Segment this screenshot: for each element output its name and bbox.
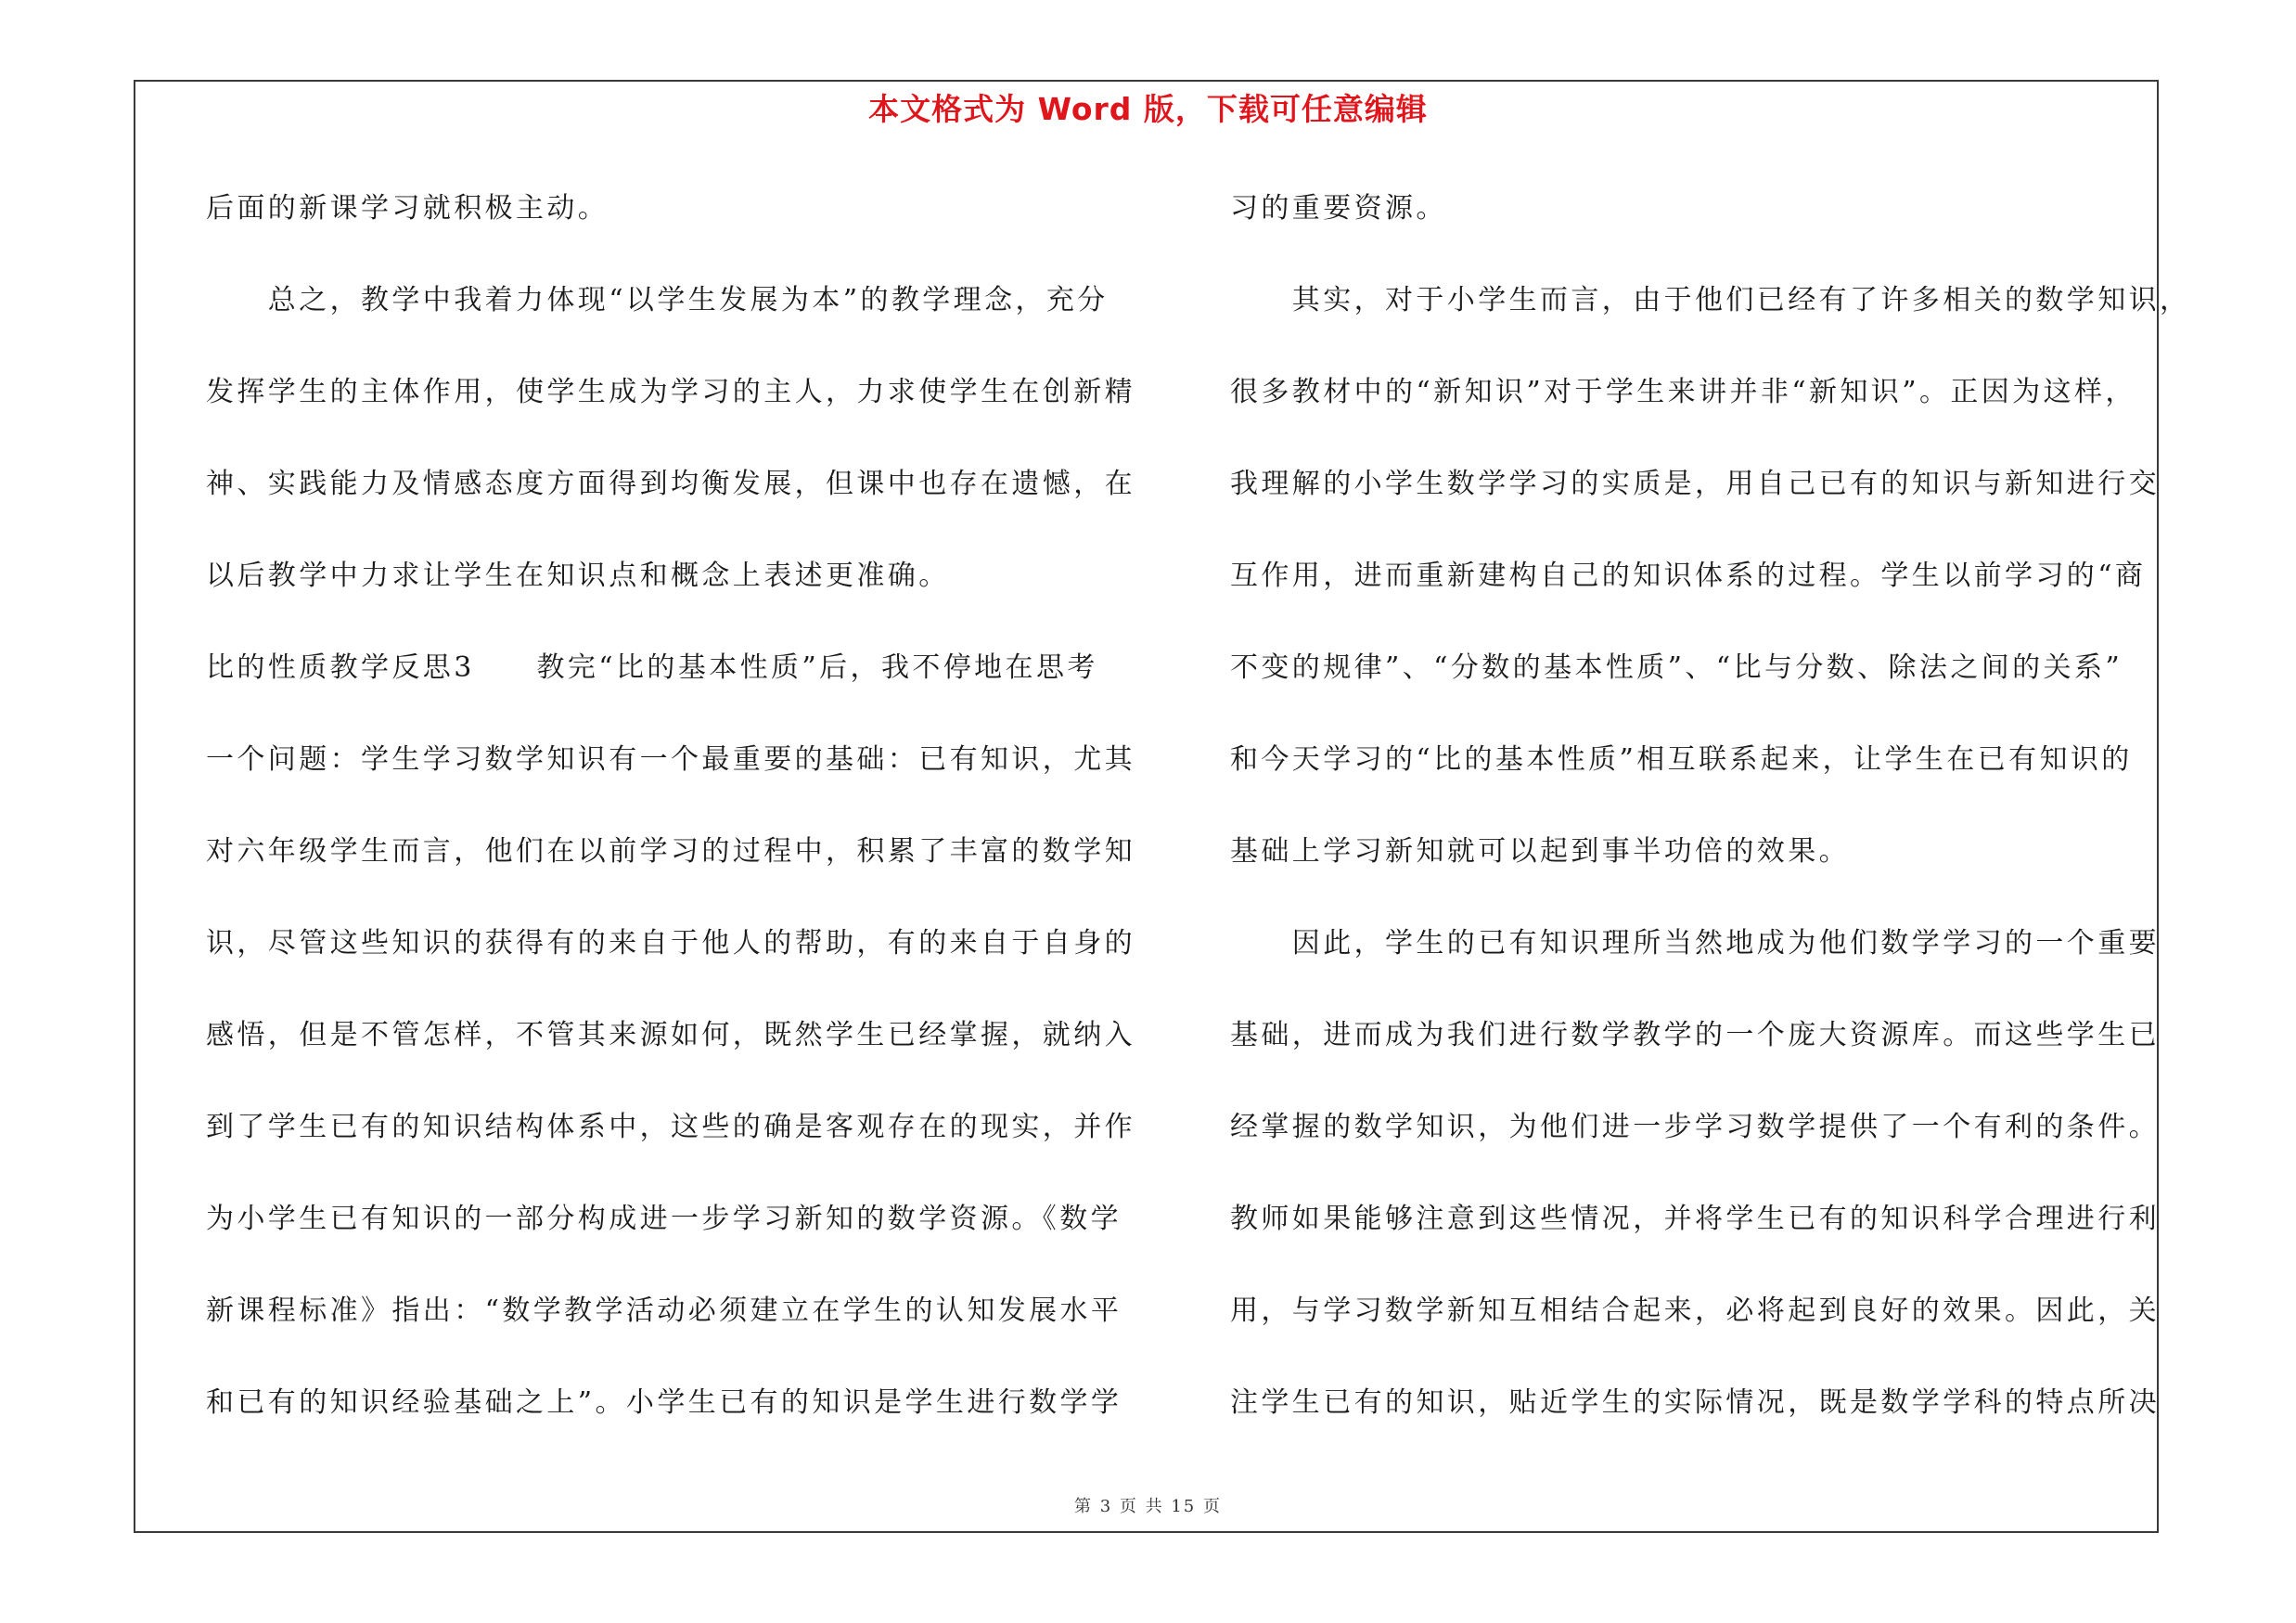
text-line: 习的重要资源。 (1230, 192, 1447, 225)
text-line: 不变的规律”、“分数的基本性质”、“比与分数、除法之间的关系” (1230, 651, 2123, 684)
text-line: 后面的新课学习就积极主动。 (206, 192, 609, 225)
text-line: 基础，进而成为我们进行数学教学的一个庞大资源库。而这些学生已 (1230, 1019, 2160, 1051)
text-line: 到了学生已有的知识结构体系中，这些的确是客观存在的现实，并作 (206, 1111, 1135, 1143)
text-line: 总之，教学中我着力体现“以学生发展为本”的教学理念，充分 (206, 284, 1109, 316)
left-column (206, 186, 1135, 1472)
word-format-banner: 本文格式为 Word 版，下载可任意编辑 (868, 91, 1428, 127)
text-line: 和今天学习的“比的基本性质”相互联系起来，让学生在已有知识的 (1230, 743, 2133, 776)
text-line: 很多教材中的“新知识”对于学生来讲并非“新知识”。正因为这样， (1230, 376, 2136, 408)
text-line: 以后教学中力求让学生在知识点和概念上表述更准确。 (206, 560, 950, 592)
text-line: 一个问题：学生学习数学知识有一个最重要的基础：已有知识，尤其 (206, 743, 1135, 776)
text-line: 和已有的知识经验基础之上”。小学生已有的知识是学生进行数学学 (206, 1386, 1122, 1419)
text-line: 互作用，进而重新建构自己的知识体系的过程。学生以前学习的“商 (1230, 560, 2147, 592)
text-line: 感悟，但是不管怎样，不管其来源如何，既然学生已经掌握，就纳入 (206, 1019, 1135, 1051)
text-line: 基础上学习新知就可以起到事半功倍的效果。 (1230, 835, 1850, 868)
text-line: 教师如果能够注意到这些情况，并将学生已有的知识科学合理进行利 (1230, 1203, 2160, 1235)
text-line: 其实，对于小学生而言，由于他们已经有了许多相关的数学知识， (1230, 284, 2191, 316)
text-line: 注学生已有的知识，贴近学生的实际情况，既是数学学科的特点所决 (1230, 1386, 2160, 1419)
text-line: 发挥学生的主体作用，使学生成为学习的主人，力求使学生在创新精 (206, 376, 1135, 408)
text-line: 我理解的小学生数学学习的实质是，用自己已有的知识与新知进行交 (1230, 468, 2160, 500)
text-line: 识，尽管这些知识的获得有的来自于他人的帮助，有的来自于自身的 (206, 927, 1135, 960)
text-line: 新课程标准》指出：“数学教学活动必须建立在学生的认知发展水平 (206, 1295, 1122, 1327)
text-line: 因此，学生的已有知识理所当然地成为他们数学学习的一个重要 (1230, 927, 2160, 960)
right-column (1230, 186, 2191, 1472)
text-line: 对六年级学生而言，他们在以前学习的过程中，积累了丰富的数学知 (206, 835, 1135, 868)
text-line: 比的性质教学反思3 教完“比的基本性质”后，我不停地在思考 (206, 651, 1098, 684)
text-line: 经掌握的数学知识，为他们进一步学习数学提供了一个有利的条件。 (1230, 1111, 2160, 1143)
page-number: 第 3 页 共 15 页 (1074, 1497, 1222, 1516)
text-line: 用，与学习数学新知互相结合起来，必将起到良好的效果。因此，关 (1230, 1295, 2160, 1327)
text-line: 神、实践能力及情感态度方面得到均衡发展，但课中也存在遗憾，在 (206, 468, 1135, 500)
text-line: 为小学生已有知识的一部分构成进一步学习新知的数学资源。《数学 (206, 1203, 1122, 1235)
